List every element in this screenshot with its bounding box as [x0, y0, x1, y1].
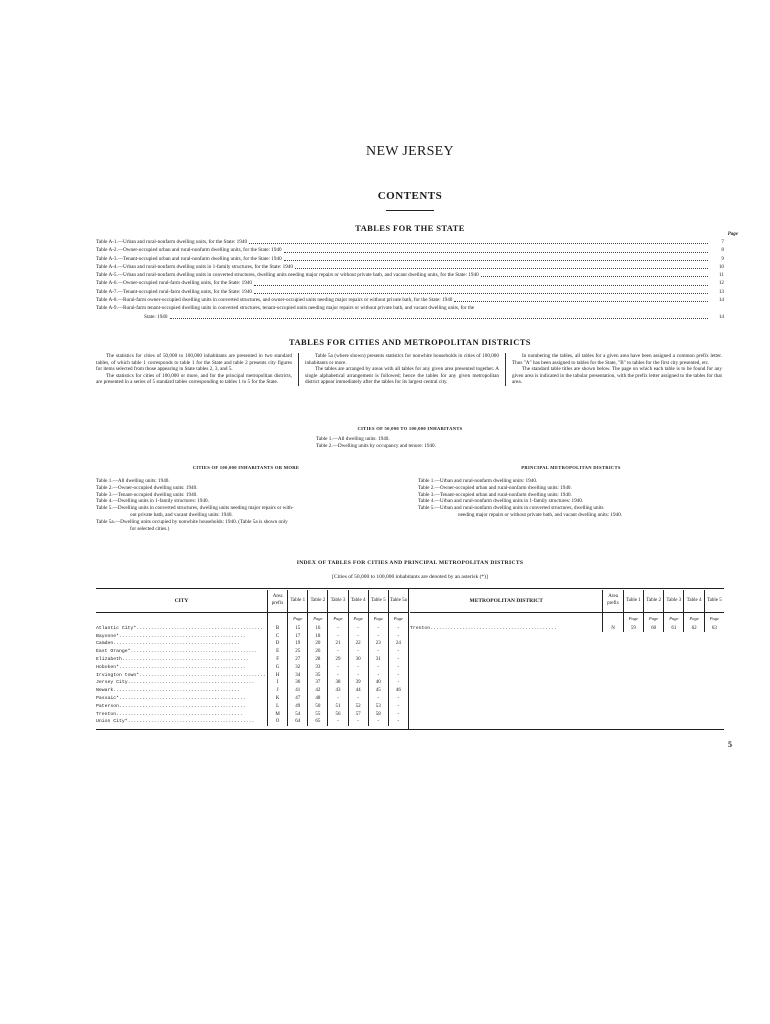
page-label: Page: [664, 612, 684, 625]
row-name: Hoboken*............................................: [96, 664, 246, 670]
page-ref: -: [348, 718, 368, 726]
area-prefix: J: [268, 687, 288, 695]
city-index-table: [96, 590, 408, 726]
table-row: [96, 679, 408, 687]
page-ref: -: [388, 718, 408, 726]
column-header: Table 2: [643, 590, 663, 612]
page-ref: -: [328, 663, 348, 671]
small-cities-heading: CITIES OF 50,000 TO 100,000 INHABITANTS: [357, 426, 463, 431]
toc-entry: [96, 288, 724, 296]
row-name: Union City*............................................: [96, 719, 255, 725]
page-ref: -: [368, 695, 388, 703]
paragraph: The tables are arranged by areas with all tables for any given area presented together. A single alphabetical arrangement is followed; hence the tables for any given metropolitan district appear immediately after the tables for its largest central city.: [305, 366, 499, 386]
explanatory-text: [96, 353, 724, 386]
page-ref: 21: [328, 640, 348, 648]
page-ref: -: [388, 671, 408, 679]
page-label: Page: [684, 612, 704, 625]
page-ref: 16: [308, 625, 328, 633]
page-ref: 24: [388, 640, 408, 648]
area-prefix: I: [268, 679, 288, 687]
page-ref: 29: [328, 656, 348, 664]
toc-entry: [96, 304, 710, 312]
page-ref: 33: [308, 663, 328, 671]
page-ref: 41: [288, 687, 308, 695]
page-ref: 56: [328, 710, 348, 718]
page-ref: 63: [704, 625, 724, 633]
page-ref: 46: [388, 687, 408, 695]
column-header: Table 5: [704, 590, 724, 612]
area-prefix: C: [268, 632, 288, 640]
page-ref: 38: [328, 679, 348, 687]
page-ref: -: [388, 625, 408, 633]
page-ref: 31: [368, 656, 388, 664]
list-item: Table 4.—Dwelling units in 1-family structures: 1940.: [96, 498, 209, 505]
metro-list: [418, 478, 622, 519]
list-item: Table 5.—Urban and rural-nonfarm dwelling units in converted structures, dwelling units: [418, 505, 604, 512]
spacer: [410, 612, 603, 625]
row-name: Trenton............................................: [96, 711, 243, 717]
small-cities-list: [316, 436, 436, 450]
page-ref: -: [388, 695, 408, 703]
page-label: Page: [388, 612, 408, 625]
page-ref: 15: [288, 625, 308, 633]
page-ref: 25: [288, 648, 308, 656]
page-ref: -: [328, 632, 348, 640]
page-ref: 20: [308, 640, 328, 648]
table-row: [96, 632, 408, 640]
page-ref: -: [388, 648, 408, 656]
page-ref: 58: [368, 710, 388, 718]
page-ref: 59: [623, 625, 643, 633]
list-item: Table 3.—Tenant-occupied dwelling units: 1940.: [96, 491, 198, 498]
toc-entry-title: Table A-3.—Tenant-occupied urban and rural-nonfarm dwelling units, for the State: 1940: [96, 255, 282, 262]
row-name: Newark............................................: [96, 688, 240, 694]
leader-dots: [284, 252, 708, 253]
page-ref: 35: [308, 671, 328, 679]
toc-entry-title: Table A-6.—Owner-occupied rural-farm dwelling units, for the State: 1940: [96, 280, 252, 287]
page-ref: 27: [288, 656, 308, 664]
large-cities-heading: CITIES OF 100,000 INHABITANTS OR MORE: [192, 465, 300, 470]
leader-dots: [295, 268, 708, 269]
page-label: Page: [348, 612, 368, 625]
list-item: Table 5a.—Dwelling units occupied by nonwhite households: 1940. (Table 5a is shown only: [96, 518, 288, 525]
toc-entry-page: 13: [718, 288, 724, 295]
page-ref: 36: [288, 679, 308, 687]
page-ref: 26: [308, 648, 328, 656]
page-label: Page: [308, 612, 328, 625]
row-name: Passaic*............................................: [96, 696, 246, 702]
index-subtitle: [Cities of 50,000 to 100,000 inhabitants are denoted by an asterisk (*)]: [332, 574, 488, 580]
page-ref: 44: [348, 687, 368, 695]
row-name: East Orange*............................................: [96, 649, 258, 655]
paragraph: The statistics for cities of 100,000 or more, and for the principal metropolitan districts, are presented in a series of 5 standard tables corresponding to tables 1 to 5 for the State.: [96, 372, 292, 386]
page-ref: -: [368, 718, 388, 726]
leader-dots: [170, 318, 709, 319]
leader-dots: [454, 301, 708, 302]
column-header: Table 1: [623, 590, 643, 612]
toc-entry-title: Table A-9.—Rural-farm tenant-occupied dwelling units in converted structures, tenant-occupied units needing major repairs or without private bath, and vacant dwelling units, for the: [96, 305, 475, 312]
page-ref: 61: [664, 625, 684, 633]
leader-dots: [254, 293, 708, 294]
page-ref: 32: [288, 663, 308, 671]
page-ref: -: [348, 671, 368, 679]
paragraph: In numbering the tables, all tables for a given area have been assigned a common prefix letter. Thus "A" has been assigned to tables for the State, "B" to tables for the first city presented, etc.: [512, 353, 722, 366]
page-column-header: Page: [727, 232, 738, 237]
page-ref: 54: [288, 710, 308, 718]
table-row: [96, 625, 408, 633]
toc-entry: [96, 271, 724, 279]
page-ref: 48: [308, 695, 328, 703]
toc-entry-title: Table A-4.—Urban and rural-nonfarm dwelling units in 1-family structures, for the State: 1940: [96, 263, 293, 270]
page-ref: -: [388, 632, 408, 640]
page-title: NEW JERSEY: [366, 144, 454, 159]
table-row: [96, 640, 408, 648]
column-header: Table 3: [328, 590, 348, 612]
page-ref: 60: [643, 625, 663, 633]
paragraph: The standard table titles are shown below. The page on which each table is to be found for any given area is indicated in the tabular presentation, with the prefix letter assigned to the tables for that area.: [512, 366, 722, 386]
paragraph: The statistics for cities of 50,000 to 100,000 inhabitants are presented in two standard tables, of which table 1 corresponds to table 1 for the State and table 2 presents city figures for items selected from those appearing in State tables 2, 3, and 5.: [96, 353, 292, 373]
area-prefix: G: [268, 663, 288, 671]
list-item: Table 1.—All dwelling units: 1940.: [96, 478, 170, 484]
metro-heading: PRINCIPAL METROPOLITAN DISTRICTS: [521, 465, 621, 470]
area-prefix: O: [268, 718, 288, 726]
row-name: Elizabeth............................................: [96, 657, 249, 663]
row-name: Irvington town*............................................: [96, 672, 266, 678]
leader-dots: [254, 285, 708, 286]
row-name: Atlantic City*............................................: [96, 625, 263, 631]
area-prefix: E: [268, 648, 288, 656]
page-ref: -: [388, 710, 408, 718]
column-header: Table 4: [684, 590, 704, 612]
column-divider: [298, 353, 299, 386]
table-bottom-rule: [96, 729, 724, 730]
list-item: needing major repairs or without private bath, and vacant dwelling units: 1940.: [458, 511, 623, 518]
area-prefix: K: [268, 695, 288, 703]
table-top-rule: [96, 588, 724, 589]
cities-section-heading: TABLES FOR CITIES AND METROPOLITAN DISTRICTS: [289, 337, 531, 347]
list-item: Table 2.—Owner-occupied urban and rural-nonfarm dwelling units: 1940.: [418, 484, 572, 491]
page-ref: 34: [288, 671, 308, 679]
column-header: Table 5: [368, 590, 388, 612]
page-ref: 47: [288, 695, 308, 703]
toc-entry-page: 10: [718, 263, 724, 270]
metro-index-table: [410, 590, 724, 632]
area-prefix: H: [268, 671, 288, 679]
toc-entry-title: State: 1940: [144, 313, 168, 320]
toc-entry-page: 9: [721, 255, 724, 262]
column-header: Table 1: [288, 590, 308, 612]
page-ref: 40: [368, 679, 388, 687]
table-row: [96, 687, 408, 695]
text-column-1: [96, 353, 292, 386]
page-ref: 19: [288, 640, 308, 648]
page-ref: 50: [308, 702, 328, 710]
list-item: Table 2.—Owner-occupied dwelling units: 1940.: [96, 484, 198, 491]
column-header: Table 3: [664, 590, 684, 612]
row-name: Paterson............................................: [96, 703, 246, 709]
toc-entry-title: Table A-5.—Urban and rural-nonfarm dwelling units in converted structures, dwelling units needing major repairs or without private bath, and vacant dwelling units, for the State: 1940: [96, 272, 479, 279]
paragraph: Table 5a (where shown) presents statistics for nonwhite households in cities of 100,000 inhabitants or more.: [305, 353, 499, 366]
page-label: Page: [643, 612, 663, 625]
state-section-heading: TABLES FOR THE STATE: [355, 223, 465, 233]
page-ref: -: [368, 625, 388, 633]
state-tables-list: [96, 238, 724, 321]
page-number: 5: [728, 740, 732, 749]
table-row: [96, 702, 408, 710]
page-ref: -: [368, 663, 388, 671]
page-ref: -: [368, 648, 388, 656]
page-ref: -: [328, 718, 348, 726]
page-ref: 23: [368, 640, 388, 648]
large-cities-list: [96, 478, 294, 532]
page-ref: 39: [348, 679, 368, 687]
page-ref: -: [368, 632, 388, 640]
page-ref: 45: [368, 687, 388, 695]
row-name: Bayonne*............................................: [96, 633, 246, 639]
leader-dots: [249, 243, 708, 244]
page-ref: -: [348, 625, 368, 633]
page-label: Page: [623, 612, 643, 625]
page-ref: -: [348, 663, 368, 671]
page-ref: 43: [328, 687, 348, 695]
leader-dots: [481, 276, 708, 277]
list-item: Table 5.—Dwelling units in converted structures, dwelling units needing major repairs or with-: [96, 505, 294, 512]
column-header: METROPOLITAN DISTRICT: [410, 590, 603, 612]
page-ref: -: [328, 671, 348, 679]
page-ref: 65: [308, 718, 328, 726]
column-divider: [505, 353, 506, 386]
divider: [386, 210, 434, 211]
page-ref: 28: [308, 656, 328, 664]
page-ref: -: [388, 663, 408, 671]
toc-entry-page: 7: [721, 239, 724, 245]
table-row: [96, 656, 408, 664]
area-prefix: B: [268, 625, 288, 633]
area-prefix: F: [268, 656, 288, 664]
row-name: Jersey City............................................: [96, 680, 255, 686]
spacer: [268, 612, 288, 625]
row-name: Trenton............................................: [410, 625, 557, 631]
area-prefix: L: [268, 702, 288, 710]
table-row: [96, 695, 408, 703]
page-ref: -: [388, 679, 408, 687]
toc-entry: [96, 238, 724, 246]
toc-entry-page: 14: [718, 313, 724, 320]
page-label: Page: [368, 612, 388, 625]
list-item: Table 3.—Tenant-occupied urban and rural-nonfarm dwelling units: 1940.: [418, 491, 572, 498]
page-ref: 62: [684, 625, 704, 633]
toc-entry: [96, 263, 724, 271]
page-ref: 30: [348, 656, 368, 664]
column-header: Area prefix: [603, 590, 623, 612]
spacer: [96, 612, 268, 625]
text-column-3: [512, 353, 722, 386]
page-ref: -: [388, 656, 408, 664]
page-ref: -: [348, 695, 368, 703]
toc-entry-title: Table A-1.—Urban and rural-nonfarm dwelling units, for the State: 1940: [96, 239, 248, 245]
page-ref: -: [388, 702, 408, 710]
page-ref: -: [348, 632, 368, 640]
column-header: Table 4: [348, 590, 368, 612]
page-ref: 49: [288, 702, 308, 710]
toc-entry: [96, 296, 724, 304]
page-ref: 55: [308, 710, 328, 718]
page-label: Page: [704, 612, 724, 625]
toc-entry: [96, 279, 724, 287]
spacer: [603, 612, 623, 625]
index-heading: INDEX OF TABLES FOR CITIES AND PRINCIPAL METROPOLITAN DISTRICTS: [296, 560, 524, 566]
page-label: Page: [328, 612, 348, 625]
page-ref: 22: [348, 640, 368, 648]
table-divider: [408, 589, 409, 729]
page-ref: -: [368, 671, 388, 679]
column-header: Table 2: [308, 590, 328, 612]
row-name: Camden............................................: [96, 641, 240, 647]
area-prefix: M: [268, 710, 288, 718]
table-row: [96, 671, 408, 679]
toc-entry-page: 14: [718, 297, 724, 304]
area-prefix: N: [603, 625, 623, 633]
toc-entry-page: 8: [721, 247, 724, 254]
page-ref: 57: [348, 710, 368, 718]
page-label: Page: [288, 612, 308, 625]
toc-entry-title: Table A-2.—Owner-occupied urban and rural-nonfarm dwelling units, for the State: 1940: [96, 247, 282, 254]
column-header: Table 5a: [388, 590, 408, 612]
list-item: Table 4.—Urban and rural-nonfarm dwelling units in 1-family structures: 1940.: [418, 498, 584, 505]
toc-entry-page: 12: [718, 280, 724, 287]
toc-entry-page: 11: [719, 272, 724, 279]
list-item: Table 2.—Dwelling units by occupancy and tenure: 1940.: [316, 442, 436, 449]
page-ref: -: [328, 648, 348, 656]
page-ref: 18: [308, 632, 328, 640]
page-ref: -: [348, 648, 368, 656]
list-item: for selected cities.): [130, 525, 170, 532]
toc-entry-title: Table A-8.—Rural-farm owner-occupied dwelling units in converted structures, and owner-occupied units needing major repairs or without private bath, for the State: 1940: [96, 297, 453, 304]
page-ref: 53: [368, 702, 388, 710]
toc-entry: [96, 255, 724, 263]
page-ref: 51: [328, 702, 348, 710]
contents-heading: CONTENTS: [377, 190, 443, 202]
column-header: CITY: [96, 590, 268, 612]
area-prefix: D: [268, 640, 288, 648]
toc-entry-continuation: [96, 313, 724, 321]
list-item: Table 1.—Urban and rural-nonfarm dwelling units: 1940.: [418, 478, 538, 484]
list-item: out private bath, and vacant dwelling units: 1940.: [130, 511, 233, 518]
column-header: Area prefix: [268, 590, 288, 612]
page-ref: 37: [308, 679, 328, 687]
table-row: [96, 648, 408, 656]
table-row: [410, 625, 724, 633]
text-column-2: [305, 353, 499, 386]
page-ref: -: [328, 695, 348, 703]
page-ref: -: [328, 625, 348, 633]
page-ref: 42: [308, 687, 328, 695]
page-ref: 17: [288, 632, 308, 640]
page-ref: 64: [288, 718, 308, 726]
leader-dots: [284, 260, 708, 261]
list-item: Table 1.—All dwelling units: 1940.: [316, 436, 390, 442]
page-ref: 52: [348, 702, 368, 710]
toc-entry-title: Table A-7.—Tenant-occupied rural-farm dwelling units, for the State: 1940: [96, 288, 253, 295]
table-row: [96, 663, 408, 671]
toc-entry: [96, 246, 724, 254]
table-row: [96, 718, 408, 726]
table-row: [96, 710, 408, 718]
